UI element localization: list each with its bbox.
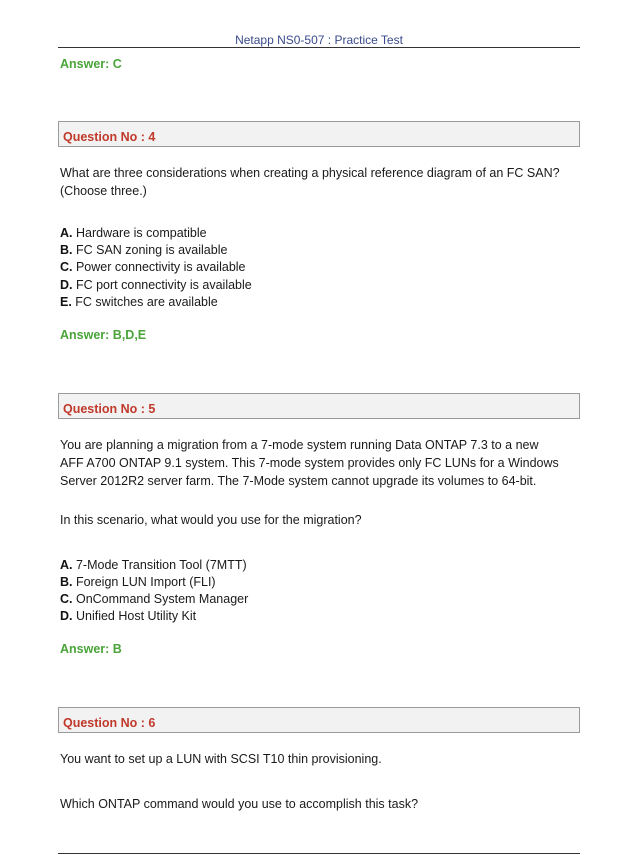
answer-label: Answer: B,D,E bbox=[60, 328, 147, 342]
question-text: You are planning a migration from a 7-mode system running Data ONTAP 7.3 to a new bbox=[60, 438, 539, 452]
question-header-box bbox=[58, 393, 580, 419]
option-a: A. Hardware is compatible bbox=[60, 226, 207, 240]
answer-label: Answer: C bbox=[60, 57, 122, 71]
question-text: AFF A700 ONTAP 9.1 system. This 7-mode system provides only FC LUNs for a Windows bbox=[60, 456, 559, 470]
footer-divider bbox=[58, 853, 580, 854]
question-header-box bbox=[58, 707, 580, 733]
answer-label: Answer: B bbox=[60, 642, 122, 656]
question-title: Question No : 4 bbox=[63, 130, 156, 144]
question-prompt: In this scenario, what would you use for the migration? bbox=[60, 513, 362, 527]
question-header-box bbox=[58, 121, 580, 147]
question-text: Server 2012R2 server farm. The 7-Mode system cannot upgrade its volumes to 64-bit. bbox=[60, 474, 537, 488]
question-prompt: Which ONTAP command would you use to accomplish this task? bbox=[60, 797, 419, 811]
page-header-title: Netapp NS0-507 : Practice Test bbox=[235, 33, 403, 47]
header-divider bbox=[58, 47, 580, 48]
option-d: D. Unified Host Utility Kit bbox=[60, 609, 197, 623]
question-text: You want to set up a LUN with SCSI T10 thin provisioning. bbox=[60, 752, 382, 766]
option-d: D. FC port connectivity is available bbox=[60, 278, 252, 292]
option-a: A. 7-Mode Transition Tool (7MTT) bbox=[60, 558, 247, 572]
option-c: C. Power connectivity is available bbox=[60, 260, 246, 274]
question-title: Question No : 5 bbox=[63, 402, 156, 416]
option-b: B. Foreign LUN Import (FLI) bbox=[60, 575, 216, 589]
option-c: C. OnCommand System Manager bbox=[60, 592, 249, 606]
option-e: E. FC switches are available bbox=[60, 295, 218, 309]
question-title: Question No : 6 bbox=[63, 716, 156, 730]
option-b: B. FC SAN zoning is available bbox=[60, 243, 228, 257]
question-text: What are three considerations when creating a physical reference diagram of an FC SAN? bbox=[60, 166, 560, 180]
question-text: (Choose three.) bbox=[60, 184, 147, 198]
